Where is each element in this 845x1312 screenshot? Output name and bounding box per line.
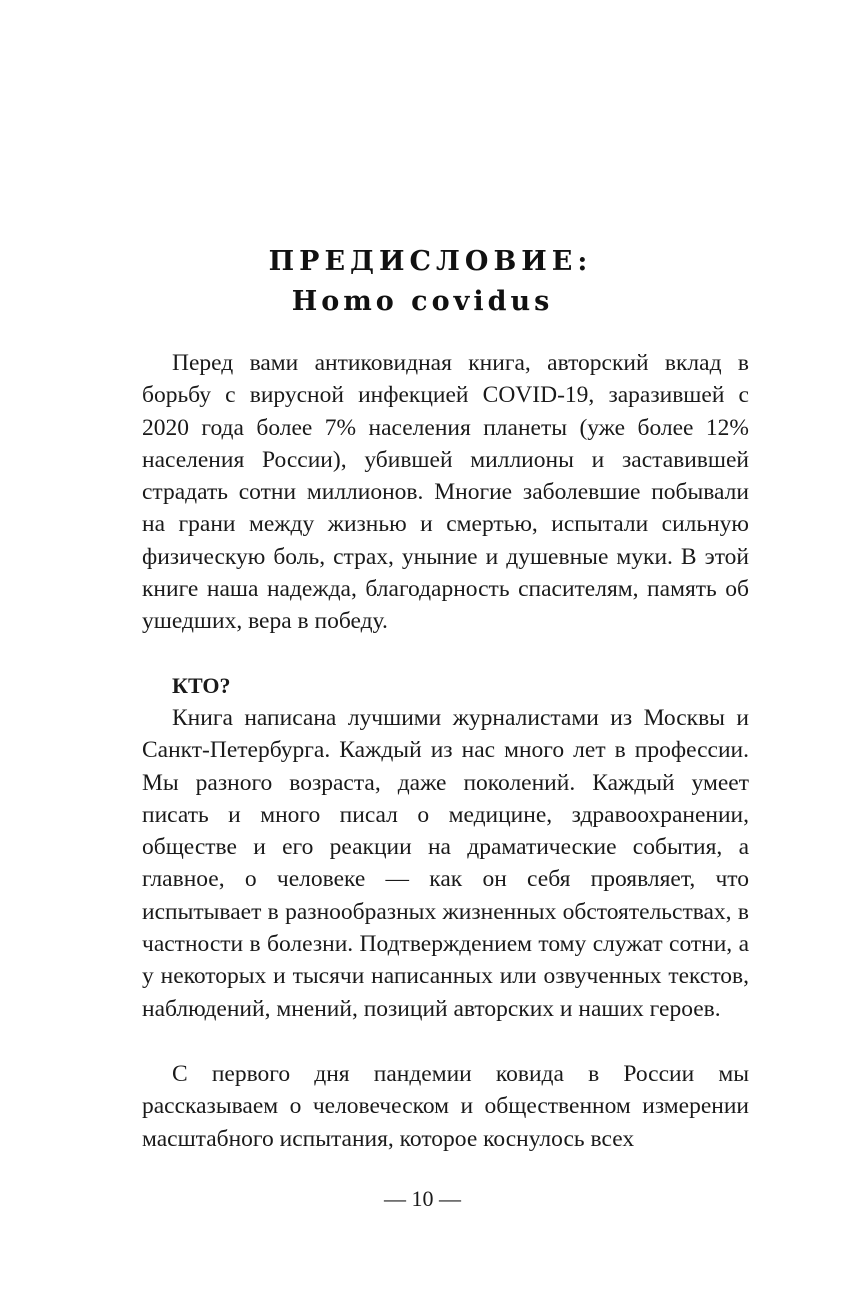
- paragraph-pandemic: [142, 1058, 749, 1155]
- section-heading: КТО?: [172, 673, 231, 698]
- paragraph-pandemic-text: С первого дня пандемии ковида в России мы рассказываем о человеческом и общественном измерении масштабного испытания, которое коснулось всех: [142, 1061, 749, 1152]
- chapter-title: ПРЕДИСЛОВИЕ:: [268, 246, 593, 277]
- paragraph-intro-text: Перед вами антиковидная книга, авторский вклад в борьбу с вирусной инфекцией COVID-19, заразившей с 2020 года более 7% населения планеты (уже более 12% населения России), убившей миллионы и заставившей страдать сотни миллионов. Многие заболевшие побывали на грани между жизнью и смертью, испытали сильную физическую боль, страх, уныние и душевные муки. В этой книге наша надежда, благодарность спасителям, память об ушедших, вера в победу.: [142, 350, 749, 635]
- paragraph-who-text: Книга написана лучшими журналистами из Москвы и Санкт-Петербурга. Каждый из нас много лет в профессии. Мы разного возраста, даже поколений. Каждый умеет писать и много писал о медицине, здравоохранении, обществе и его реакции на драматические события, а главное, о человеке — как он себя проявляет, что испытывает в разнообразных жизненных обстоятельствах, в частности в болезни. Подтверждением тому служат сотни, а у некоторых и тысячи написанных или озвученных текстов, наблюдений, мнений, позиций авторских и наших героев.: [142, 705, 749, 1022]
- page-number: — 10 —: [384, 1186, 461, 1211]
- paragraph-intro: [142, 347, 749, 638]
- paragraph-who: [142, 702, 749, 1025]
- chapter-subtitle: Homo covidus: [291, 286, 554, 317]
